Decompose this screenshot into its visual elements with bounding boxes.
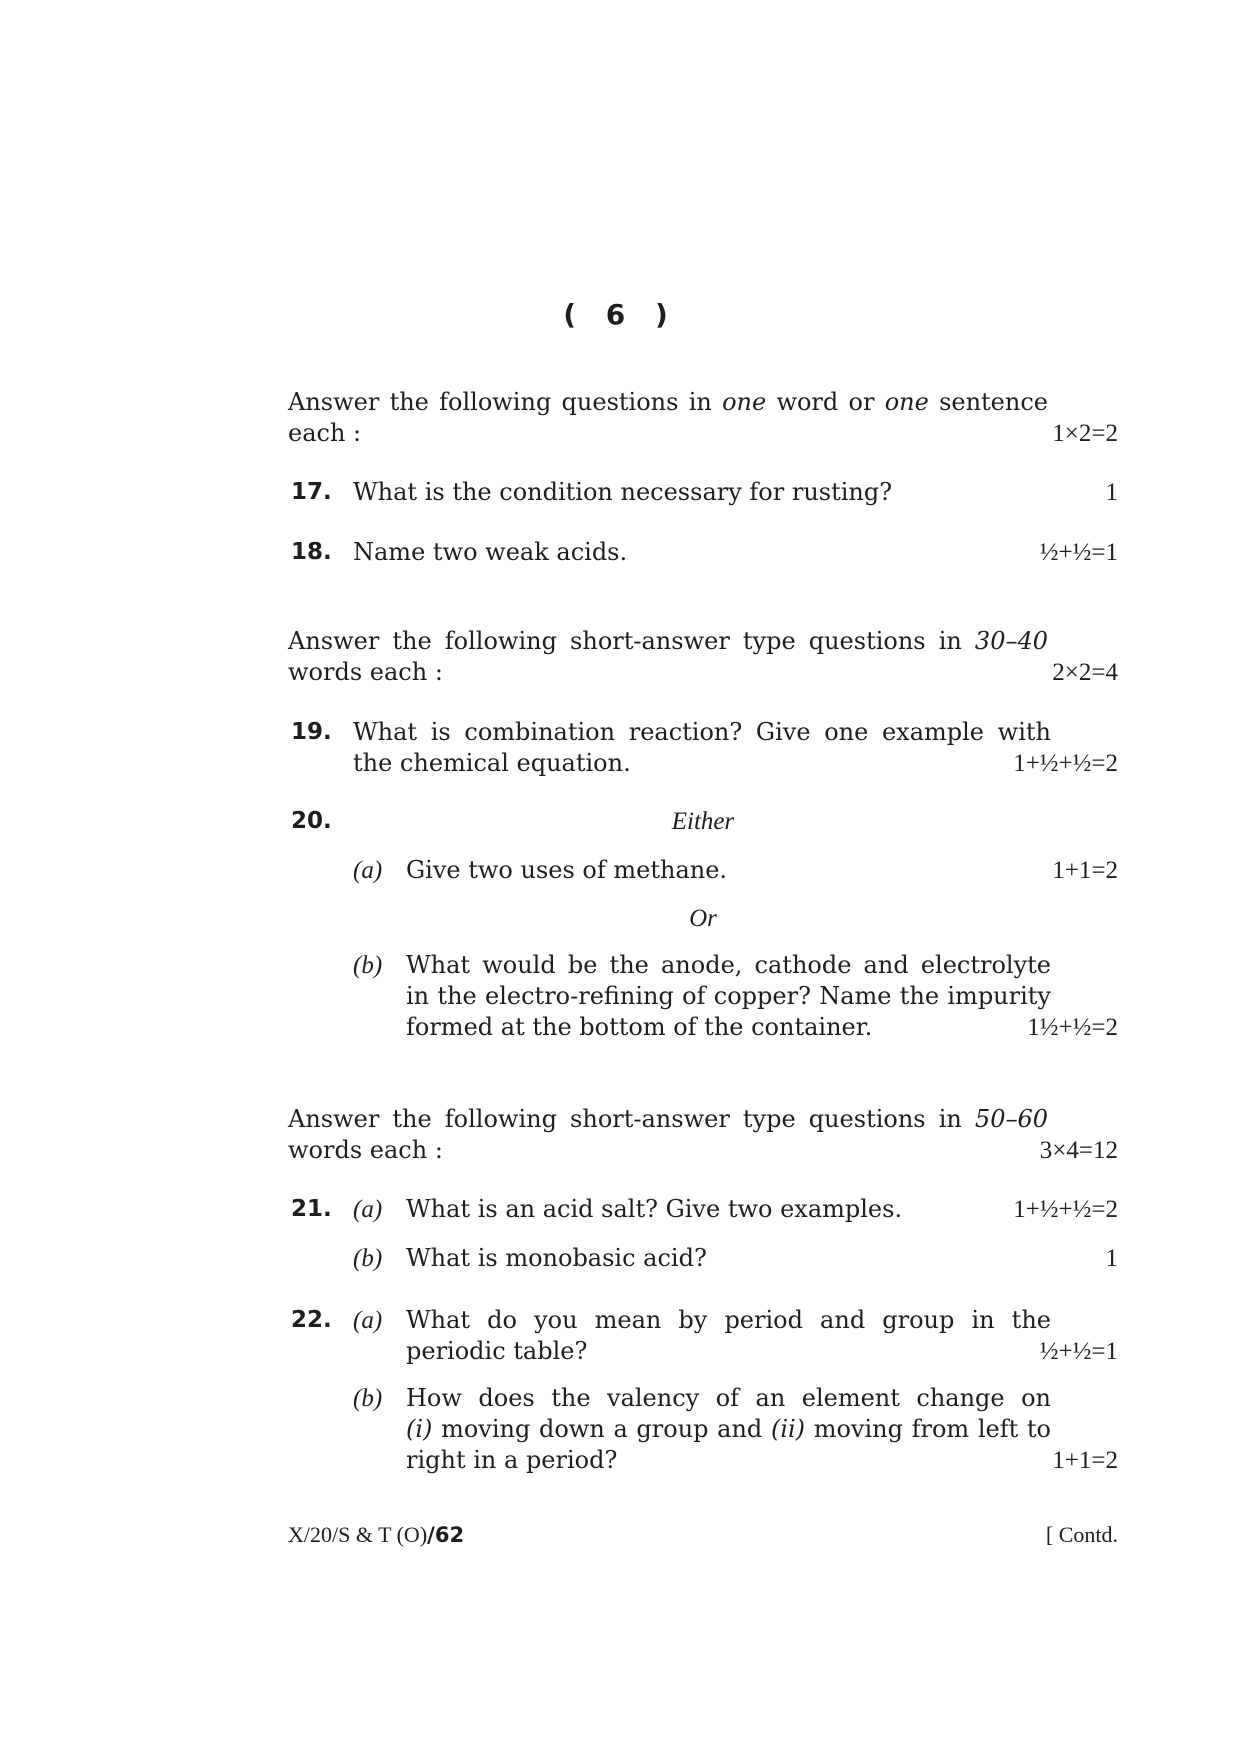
roman-i: (i) bbox=[406, 1415, 433, 1443]
page-number: ( 6 ) bbox=[563, 298, 678, 331]
question-22b bbox=[288, 1383, 1118, 1476]
question-21b bbox=[288, 1243, 1118, 1274]
paper-code bbox=[288, 1522, 464, 1548]
question-text-part: moving down a group and bbox=[441, 1415, 763, 1443]
question-text: What is an acid salt? Give two examples. bbox=[406, 1195, 903, 1223]
instruction-line: words each : bbox=[288, 1136, 443, 1164]
question-18 bbox=[288, 537, 1118, 568]
or-label: Or bbox=[689, 905, 717, 932]
question-text bbox=[406, 1414, 1051, 1445]
sub-label: (b) bbox=[353, 1385, 383, 1412]
question-text: formed at the bottom of the container. bbox=[406, 1013, 873, 1041]
question-17 bbox=[288, 477, 1118, 508]
paper-code-number: /62 bbox=[427, 1523, 465, 1547]
section-instruction-1 bbox=[288, 387, 1118, 449]
or-divider bbox=[288, 903, 1118, 934]
contd-label: [ Contd. bbox=[1045, 1522, 1118, 1547]
question-marks: 1½+½=2 bbox=[1027, 1014, 1118, 1041]
section-instruction-2 bbox=[288, 626, 1118, 688]
question-text: What would be the anode, cathode and electrolyte bbox=[406, 951, 1051, 979]
question-number: 19. bbox=[291, 719, 332, 745]
sub-label: (b) bbox=[353, 952, 383, 979]
question-marks: 1 bbox=[1105, 1245, 1118, 1272]
section-marks: 2×2=4 bbox=[1052, 659, 1118, 686]
question-text: What is the condition necessary for rusting? bbox=[353, 478, 893, 506]
sub-label: (a) bbox=[353, 1196, 383, 1223]
sub-label: (a) bbox=[353, 857, 383, 884]
instruction-line: Answer the following questions in one word or one sentence bbox=[288, 388, 1048, 416]
either-label: Either bbox=[671, 808, 735, 835]
question-text: What is combination reaction? Give one example with bbox=[353, 718, 1051, 746]
instruction-line: Answer the following short-answer type questions in 50–60 bbox=[288, 1105, 1048, 1133]
question-marks: 1+1=2 bbox=[1052, 857, 1118, 884]
question-number: 22. bbox=[291, 1307, 332, 1333]
question-text-part: moving from left to bbox=[813, 1415, 1051, 1443]
paper-code-text: X/20/S & T (O) bbox=[288, 1522, 428, 1547]
question-text: What is monobasic acid? bbox=[406, 1244, 707, 1272]
question-text: Name two weak acids. bbox=[353, 538, 628, 566]
section-marks: 3×4=12 bbox=[1039, 1137, 1118, 1164]
question-number: 18. bbox=[291, 539, 332, 565]
question-20b bbox=[288, 950, 1118, 1043]
question-marks: ½+½=1 bbox=[1039, 1338, 1118, 1365]
instruction-line: words each : bbox=[288, 658, 443, 686]
question-text: in the electro-refining of copper? Name the impurity bbox=[406, 982, 1051, 1010]
roman-ii: (ii) bbox=[770, 1415, 806, 1443]
question-text: periodic table? bbox=[406, 1337, 588, 1365]
question-text: right in a period? bbox=[406, 1446, 618, 1474]
sub-label: (b) bbox=[353, 1245, 383, 1272]
section-instruction-3 bbox=[288, 1104, 1118, 1166]
question-text: How does the valency of an element change on bbox=[406, 1384, 1051, 1412]
question-text: the chemical equation. bbox=[353, 749, 631, 777]
question-20a bbox=[288, 855, 1118, 886]
question-marks: 1+1=2 bbox=[1052, 1447, 1118, 1474]
instruction-line: each : bbox=[288, 419, 362, 447]
question-text: What do you mean by period and group in the bbox=[406, 1306, 1051, 1334]
section-marks: 1×2=2 bbox=[1052, 420, 1118, 447]
question-number: 20. bbox=[291, 808, 332, 834]
question-text: Give two uses of methane. bbox=[406, 856, 728, 884]
question-22 bbox=[288, 1305, 1118, 1367]
question-number: 17. bbox=[291, 479, 332, 505]
sub-label: (a) bbox=[353, 1307, 383, 1334]
question-number: 21. bbox=[291, 1196, 332, 1222]
question-marks: 1 bbox=[1105, 479, 1118, 506]
question-19 bbox=[288, 717, 1118, 779]
question-marks: 1+½+½=2 bbox=[1013, 1196, 1118, 1223]
question-21 bbox=[288, 1194, 1118, 1225]
instruction-line: Answer the following short-answer type questions in 30–40 bbox=[288, 627, 1048, 655]
question-marks: ½+½=1 bbox=[1039, 539, 1118, 566]
page-footer bbox=[288, 1522, 1118, 1552]
question-marks: 1+½+½=2 bbox=[1013, 750, 1118, 777]
question-20 bbox=[288, 806, 1118, 837]
